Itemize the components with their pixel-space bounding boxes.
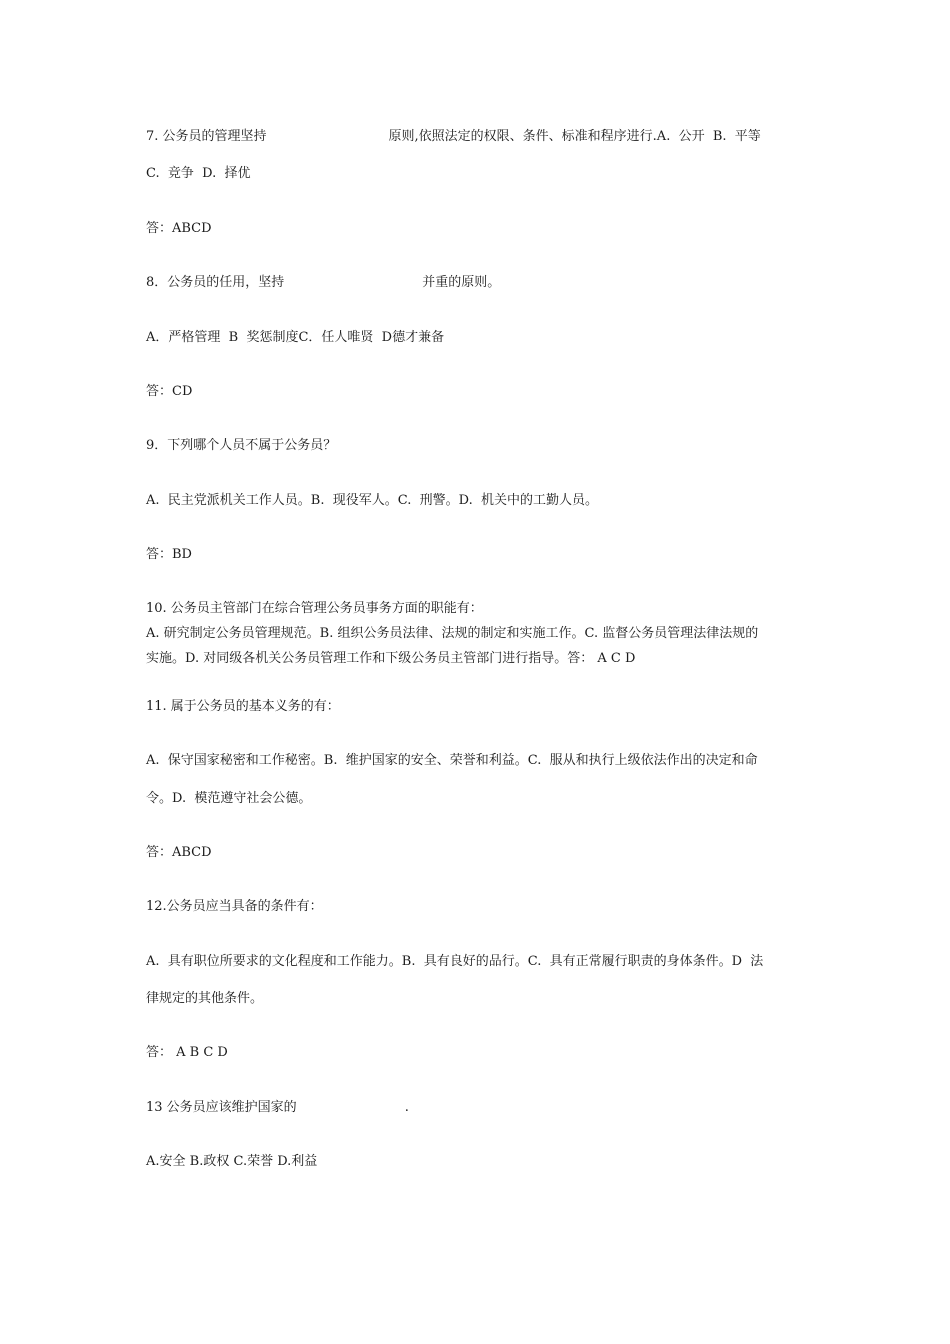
question-7-options: C. 竞争 D. 择优 — [146, 166, 251, 181]
question-10: 10. 公务员主管部门在综合管理公务员事务方面的职能有： — [146, 601, 483, 616]
question-10-options-line2: 实施。D. 对同级各机关公务员管理工作和下级公务员主管部门进行指导。答： A C D — [146, 651, 636, 666]
question-13-prefix: 13 公务员应该维护国家的 — [146, 1100, 297, 1115]
question-12-answer: 答： A B C D — [146, 1045, 228, 1060]
question-8 — [146, 274, 500, 292]
question-10-options-line1: A. 研究制定公务员管理规范。B. 组织公务员法律、法规的制定和实施工作。C. 监督公务员管理法律法规的 — [146, 626, 759, 641]
question-12-options-line1: A. 具有职位所要求的文化程度和工作能力。B. 具有良好的品行。C. 具有正常履行职责的身体条件。D 法 — [146, 954, 764, 969]
question-13-options: A.安全 B.政权 C.荣誉 D.利益 — [146, 1154, 318, 1169]
question-11: 11. 属于公务员的基本义务的有： — [146, 699, 340, 714]
question-9-answer: 答：BD — [146, 547, 192, 562]
question-13 — [146, 1099, 409, 1117]
question-12-options-line2: 律规定的其他条件。 — [146, 991, 264, 1006]
question-11-answer: 答：ABCD — [146, 845, 212, 860]
question-11-options-line1: A. 保守国家秘密和工作秘密。B. 维护国家的安全、荣誉和利益。C. 服从和执行上级依法作出的决定和命 — [146, 753, 758, 768]
question-8-suffix: 并重的原则。 — [422, 275, 501, 290]
question-7-answer: 答：ABCD — [146, 221, 212, 236]
question-11-options-line2: 令。D. 模范遵守社会公德。 — [146, 791, 312, 806]
question-9: 9．下列哪个人员不属于公务员？ — [146, 438, 337, 453]
question-9-options: A. 民主党派机关工作人员。B. 现役军人。C. 刑警。D. 机关中的工勤人员。 — [146, 493, 598, 508]
question-7-prefix: 7. 公务员的管理坚持 — [146, 129, 267, 144]
question-7-suffix: 原则,依照法定的权限、条件、标准和程序进行.A. 公开 B. 平等 — [388, 129, 761, 144]
question-8-answer: 答：CD — [146, 384, 193, 399]
question-8-prefix: 8．公务员的任用，坚持 — [146, 275, 285, 290]
question-12: 12.公务员应当具备的条件有： — [146, 899, 323, 914]
question-13-suffix: . — [404, 1100, 409, 1115]
question-8-options: A．严格管理 B 奖惩制度C．任人唯贤 D德才兼备 — [146, 330, 445, 345]
question-7 — [146, 128, 761, 146]
